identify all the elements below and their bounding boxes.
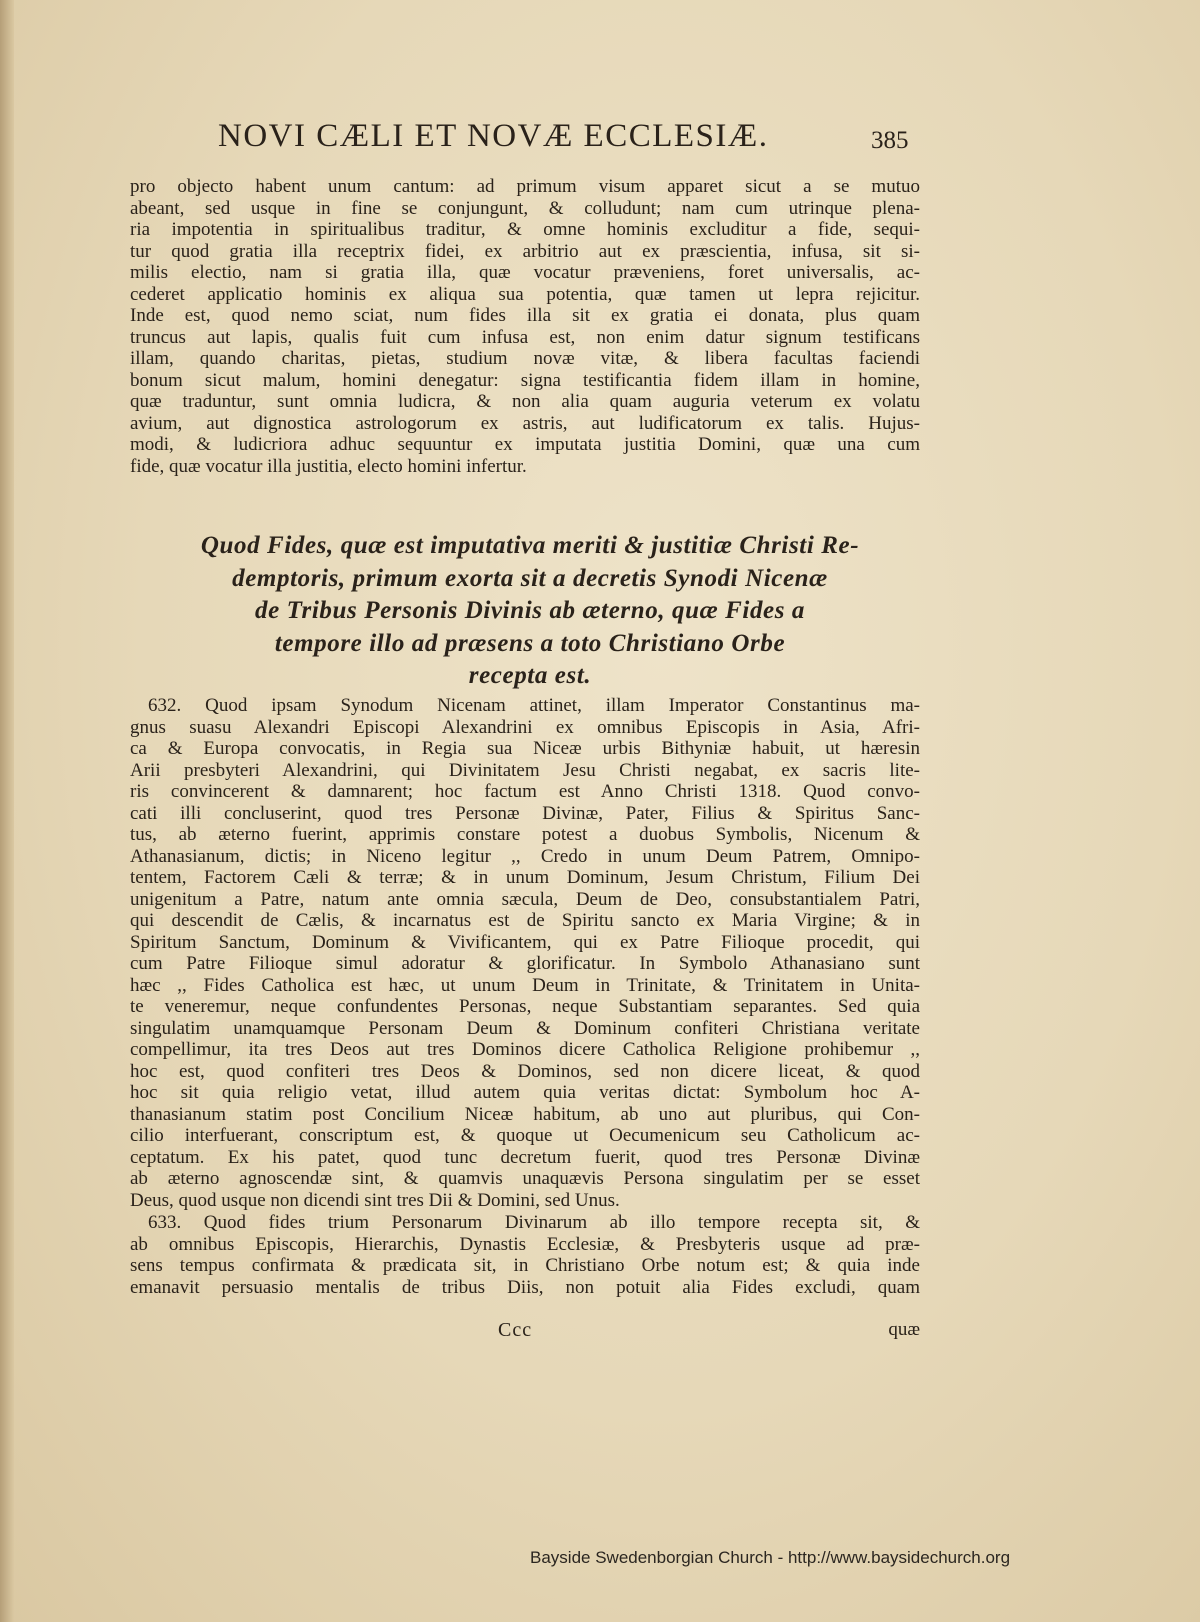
text-line: sens tempus confirmata & prædicata sit, in Christiano Orbe notum est; & quia inde — [130, 1255, 920, 1276]
text-line: cederet applicatio hominis ex aliqua sua potentia, quæ tamen ut lepra rejicitur. — [130, 283, 920, 305]
text-line: Spiritum Sanctum, Dominum & Vivificantem, qui ex Patre Filioque procedit, qui — [130, 931, 920, 953]
heading-line: recepta est. — [468, 662, 592, 689]
text-line: Athanasianum, dictis; in Niceno legitur ,, Credo in unum Deum Patrem, Omnipo- — [130, 845, 920, 867]
paragraph-one — [130, 176, 920, 477]
text-line: gnus suasu Alexandri Episcopi Alexandrini ex omnibus Episcopis in Asia, Afri- — [130, 716, 920, 738]
text-line: illam, quando charitas, pietas, studium novæ vitæ, & libera facultas faciendi — [130, 348, 920, 369]
text-line: Inde est, quod nemo sciat, num fides illa sit ex gratia ei donata, plus quam — [130, 305, 920, 326]
text-line: compellimur, ita tres Deos aut tres Dominos dicere Catholica Religione prohibemur ,, — [130, 1039, 920, 1060]
heading-line: de Tribus Personis Divinis ab æterno, quæ Fides a — [254, 597, 806, 624]
section-632 — [130, 695, 920, 1211]
heading-line: tempore illo ad præsens a toto Christiano Orbe — [274, 629, 786, 657]
text-line: fide, quæ vocatur illa justitia, electo homini infertur. — [130, 455, 527, 477]
text-line: ab omnibus Episcopis, Hierarchis, Dynastis Ecclesiæ, & Presbyteris usque ad præ- — [130, 1233, 920, 1255]
footer-credit: Bayside Swedenborgian Church - http://www.baysidechurch.org — [530, 1548, 1011, 1567]
running-title: NOVI CÆLI ET NOVÆ ECCLESIÆ. — [218, 118, 769, 154]
catchword: quæ — [888, 1319, 920, 1340]
text-line: cilio interfuerant, conscriptum est, & quoque ut Oecumenicum seu Catholicum ac- — [130, 1125, 920, 1146]
heading-line: Quod Fides, quæ est imputativa meriti & justitiæ Christi Re- — [200, 532, 860, 559]
text-line: bonum sicut malum, homini denegatur: signa testificantia fidem illam in homine, — [130, 369, 920, 391]
text-line: truncus aut lapis, qualis fuit cum infusa est, non enim datur signum testificans — [130, 326, 920, 348]
page-number: 385 — [871, 127, 909, 154]
text-line: te veneremur, neque confundentes Personas, neque Substantiam separantes. Sed quia — [130, 996, 920, 1017]
text-line: ria impotentia in spiritualibus traditur, & omne hominis excluditur a fide, sequi- — [130, 219, 920, 240]
text-line: tus, ab æterno fuerint, apprimis constare potest a duobus Symbolis, Nicenum & — [130, 824, 920, 845]
signature-row — [130, 1319, 920, 1343]
text-line: ris convincerent & damnarent; hoc factum est Anno Christi 1318. Quod convo- — [130, 781, 920, 802]
text-line: ca & Europa convocatis, in Regia sua Niceæ urbis Bithyniæ habuit, ut hæresin — [130, 738, 920, 759]
running-head — [218, 118, 938, 166]
text-line: 633. Quod fides trium Personarum Divinarum ab illo tempore recepta sit, & — [148, 1212, 920, 1233]
text-line: hoc est, quod confiteri tres Deos & Dominos, sed non dicere liceat, & quod — [130, 1060, 920, 1082]
text-line: modi, & ludicriora adhuc sequuntur ex imputata justitia Domini, quæ una cum — [130, 434, 920, 455]
text-line: ab æterno agnoscendæ sint, & quamvis unaquævis Persona singulatim per se esset — [130, 1168, 920, 1189]
text-line: hoc sit quia religio vetat, illud autem quia veritas dictat: Symbolum hoc A- — [130, 1082, 920, 1103]
section-heading — [140, 530, 920, 693]
heading-line: demptoris, primum exorta sit a decretis Synodi Nicenæ — [232, 564, 828, 592]
text-line: Arii presbyteri Alexandrini, qui Divinitatem Jesu Christi negabat, ex sacris lite- — [130, 759, 920, 781]
text-line: thanasianum statim post Concilium Niceæ habitum, ab uno aut pluribus, qui Con- — [130, 1103, 920, 1125]
section-633 — [130, 1212, 920, 1298]
binding-edge — [0, 0, 14, 1622]
text-line: abeant, sed usque in fine se conjungunt, & colludunt; nam cum utrinque plena- — [130, 197, 920, 219]
text-line: avium, aut dignostica astrologorum ex astris, aut ludificatorum ex talis. Hujus- — [130, 412, 920, 434]
text-line: emanavit persuasio mentalis de tribus Diis, non potuit alia Fides excludi, quam — [130, 1276, 920, 1298]
text-line: tentem, Factorem Cæli & terræ; & in unum Dominum, Jesum Christum, Filium Dei — [130, 867, 920, 888]
text-line: ceptatum. Ex his patet, quod tunc decretum fuerit, quod tres Personæ Divinæ — [130, 1146, 920, 1168]
text-line: qui descendit de Cælis, & incarnatus est de Spiritu sancto ex Maria Virgine; & in — [130, 910, 920, 931]
text-line: 632. Quod ipsam Synodum Nicenam attinet, illam Imperator Constantinus ma- — [148, 695, 920, 716]
text-line: pro objecto habent unum cantum: ad primum visum apparet sicut a se mutuo — [130, 176, 920, 197]
text-line: hæc ,, Fides Catholica est hæc, ut unum Deum in Trinitate, & Trinitatem in Unita- — [130, 974, 920, 996]
text-line: cum Patre Filioque simul adoratur & glorificatur. In Symbolo Athanasiano sunt — [130, 953, 920, 974]
text-line: Deus, quod usque non dicendi sint tres Dii & Domini, sed Unus. — [130, 1189, 620, 1211]
text-line: unigenitum a Patre, natum ante omnia sæcula, Deum de Deo, consubstantialem Patri, — [130, 888, 920, 910]
text-line: quæ traduntur, sunt omnia ludicra, & non alia quam auguria veterum ex volatu — [130, 391, 920, 412]
signature-mark: Ccc — [498, 1319, 533, 1341]
text-line: cati illi concluserint, quod tres Personæ Divinæ, Pater, Filius & Spiritus Sanc- — [130, 802, 920, 824]
text-line: milis electio, nam si gratia illa, quæ vocatur præveniens, foret universalis, ac- — [130, 262, 920, 283]
text-line: tur quod gratia illa receptrix fidei, ex arbitrio aut ex præscientia, infusa, sit si- — [130, 240, 920, 262]
text-line: singulatim unamquamque Personam Deum & Dominum confiteri Christiana veritate — [130, 1017, 920, 1039]
